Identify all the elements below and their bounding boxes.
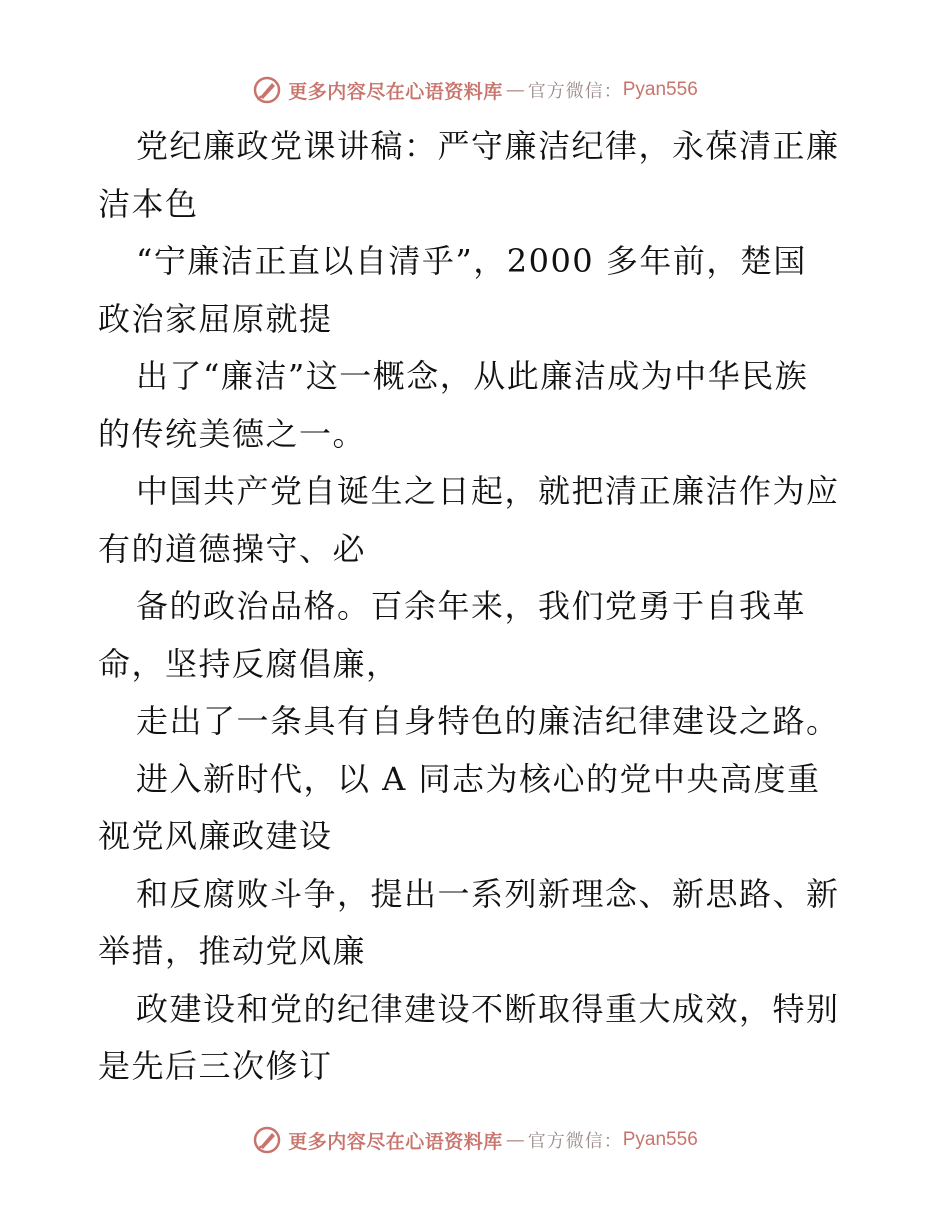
banner-official-label: 官方微信： — [527, 1131, 623, 1152]
quill-logo-icon — [252, 75, 282, 105]
banner-wechat-id: Pyan556 — [622, 79, 698, 100]
paragraph-line: 和反腐败斗争，提出一系列新理念、新思路、新 — [136, 874, 840, 913]
paragraph-line: 出了“廉洁”这一概念，从此廉洁成为中华民族 — [136, 357, 809, 395]
paragraph — [98, 866, 858, 981]
footer-banner — [0, 1120, 950, 1160]
paragraph-line: 洁本色 — [98, 184, 199, 223]
paragraph — [98, 981, 858, 1096]
paragraph-line: 政治家屈原就提 — [98, 299, 333, 338]
quill-logo-icon — [252, 1125, 282, 1155]
paragraph-line: 举措，推动党风廉 — [98, 932, 367, 970]
banner-wechat-id: Pyan556 — [622, 1129, 698, 1150]
paragraph — [98, 463, 858, 578]
banner-dash: — — [505, 79, 525, 101]
paragraph-line: 进入新时代，以 A 同志为核心的党中央高度重 — [136, 759, 821, 798]
banner-official-label: 官方微信： — [527, 81, 623, 102]
paragraph-line: 有的道德操守、必 — [98, 529, 367, 568]
banner-dash: — — [505, 1129, 525, 1151]
paragraph-line: 命，坚持反腐倡廉， — [98, 644, 400, 683]
banner-brand-text: 更多内容尽在心语资料库 — [288, 1130, 503, 1153]
paragraph-line: “宁廉洁正直以自清乎”，2000 多年前，楚国 — [136, 242, 807, 280]
paragraph-title — [98, 118, 858, 233]
paragraph-line: 的传统美德之一。 — [98, 414, 367, 453]
paragraph — [98, 751, 858, 866]
paragraph-line: 党纪廉政党课讲稿：严守廉洁纪律，永葆清正廉 — [136, 127, 840, 165]
paragraph-line: 中国共产党自诞生之日起，就把清正廉洁作为应 — [136, 472, 840, 510]
paragraph-line: 是先后三次修订 — [98, 1047, 333, 1085]
paragraph-line: 备的政治品格。百余年来，我们党勇于自我革 — [136, 587, 807, 625]
paragraph-line: 走出了一条具有自身特色的廉洁纪律建设之路。 — [136, 702, 840, 740]
paragraph-line: 视党风廉政建设 — [98, 817, 333, 855]
banner-brand-text: 更多内容尽在心语资料库 — [288, 80, 503, 103]
header-banner — [0, 70, 950, 110]
paragraph — [98, 348, 858, 463]
paragraph-line: 政建设和党的纪律建设不断取得重大成效，特别 — [136, 989, 840, 1028]
document-body — [98, 118, 858, 1096]
paragraph — [98, 578, 858, 693]
paragraph — [98, 233, 858, 348]
paragraph — [98, 693, 858, 751]
